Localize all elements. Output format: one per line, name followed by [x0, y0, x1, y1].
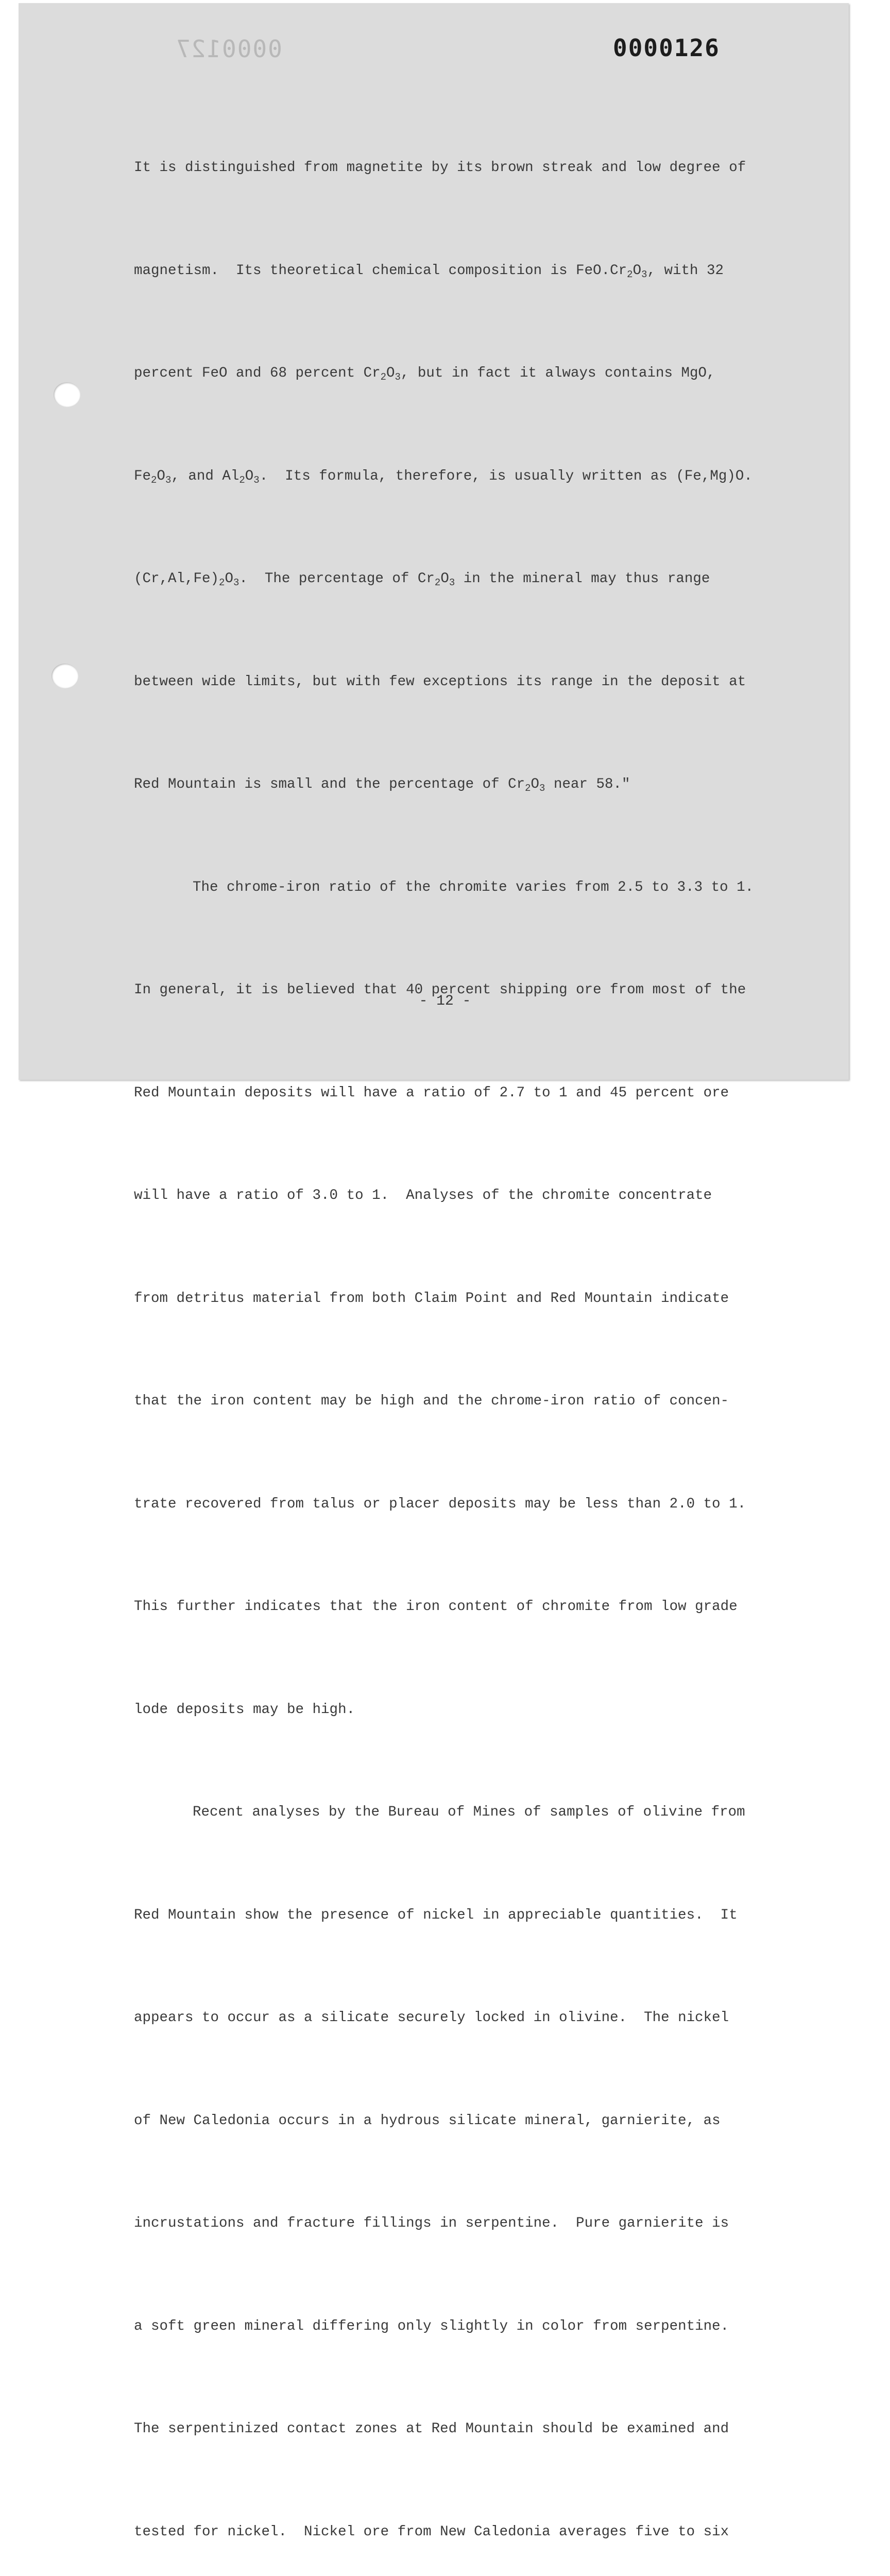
punch-hole	[52, 664, 78, 688]
text-line: This further indicates that the iron content of chromite from low grade	[134, 1599, 738, 1615]
page-number: - 12 -	[419, 993, 471, 1009]
text-line: from detritus material from both Claim Point and Red Mountain indicate	[134, 1290, 729, 1307]
text-line: Red Mountain deposits will have a ratio of 2.7 to 1 and 45 percent ore	[134, 1084, 729, 1101]
text-line: $Fe_2O_3$, and $Al_2O_3$. Its formula, therefore, is usually written as (Fe,Mg)O.	[134, 468, 752, 486]
text-line: In general, it is believed that 40 percent shipping ore from most of the	[134, 982, 746, 998]
text-line: It is distinguished from magnetite by its brown streak and low degree of	[134, 160, 746, 176]
text-line: that the iron content may be high and the chrome-iron ratio of concen-	[134, 1393, 729, 1409]
document-number: 0000126	[613, 34, 720, 62]
text-line: magnetism. Its theoretical chemical composition is $FeO.Cr_2O_3$, with 32	[134, 262, 724, 280]
text-line: trate recovered from talus or placer deposits may be less than 2.0 to 1.	[134, 1496, 746, 1512]
text-line: will have a ratio of 3.0 to 1. Analyses of the chromite concentrate	[134, 1188, 712, 1204]
text-line: a soft green mineral differing only slightly in color from serpentine.	[134, 2318, 729, 2334]
text-line: Red Mountain is small and the percentage of $Cr_2O_3$ near 58."	[134, 776, 630, 794]
paragraph-start-line: Recent analyses by the Bureau of Mines of samples of olivine from	[193, 1804, 745, 1820]
body-text	[134, 82, 778, 2576]
text-line: incrustations and fracture fillings in serpentine. Pure garnierite is	[134, 2215, 729, 2231]
punch-hole	[54, 382, 80, 407]
text-line: percent FeO and 68 percent $Cr_2O_3$, but in fact it always contains MgO,	[134, 365, 715, 383]
mirrored-doc-number: 0000127	[175, 35, 282, 63]
text-line: tested for nickel. Nickel ore from New Caledonia averages five to six	[134, 2523, 729, 2540]
text-line: appears to occur as a silicate securely locked in olivine. The nickel	[134, 2010, 729, 2026]
text-line: Red Mountain show the presence of nickel in appreciable quantities. It	[134, 1907, 738, 1923]
text-line: lode deposits may be high.	[134, 1701, 355, 1718]
text-line: $(Cr,Al,Fe)_2O_3$. The percentage of $Cr_2O_3$ in the mineral may thus range	[134, 571, 710, 588]
text-line: between wide limits, but with few exceptions its range in the deposit at	[134, 673, 746, 690]
text-line: of New Caledonia occurs in a hydrous silicate mineral, garnierite, as	[134, 2112, 721, 2129]
paragraph-start-line: The chrome-iron ratio of the chromite varies from 2.5 to 3.3 to 1.	[193, 879, 754, 895]
text-line: The serpentinized contact zones at Red Mountain should be examined and	[134, 2421, 729, 2437]
